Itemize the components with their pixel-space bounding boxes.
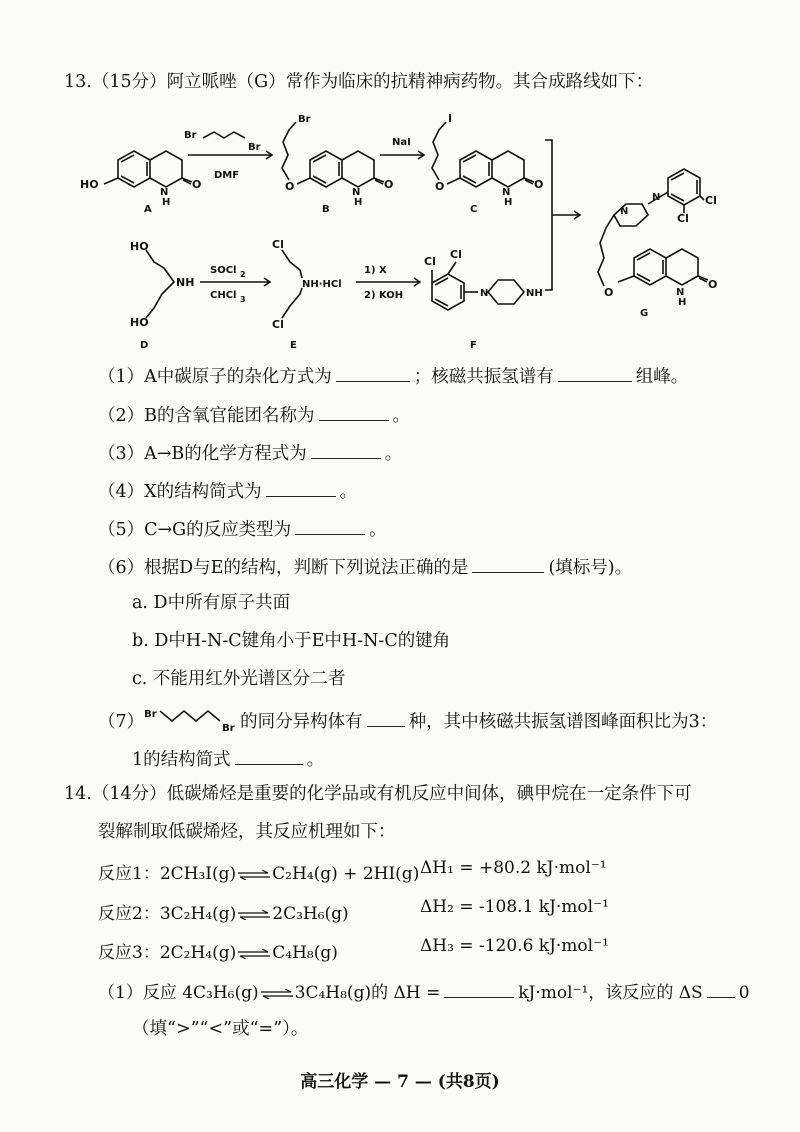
q14-item-1-cont: （填“>”“<”或“=”）。 xyxy=(132,1019,309,1039)
atom-label: N xyxy=(652,192,661,203)
q13-item-5 xyxy=(98,515,387,542)
q13-item-4 xyxy=(98,477,357,504)
question-text: 0 xyxy=(738,983,750,1003)
atom-label: Br xyxy=(222,723,235,734)
reactants: 2C₂H₄(g) xyxy=(159,943,237,963)
option-b: b. D中H-N-C键角小于E中H-N-C的键角 xyxy=(132,631,451,651)
arrow-reagent: CHCl xyxy=(210,290,237,301)
reaction-label: 反应2： xyxy=(98,904,160,924)
question-text: 。 xyxy=(306,750,325,770)
question-text: 组峰。 xyxy=(635,367,689,387)
question-text: 1的结构简式 xyxy=(132,750,231,770)
atom-label: Cl xyxy=(677,212,689,225)
atom-label: HO xyxy=(130,240,149,253)
atom-label: O xyxy=(384,178,394,191)
arrow-reagent: 1) X xyxy=(364,265,387,276)
question-text: （4）X的结构简式为 xyxy=(98,482,262,502)
answer-blank[interactable] xyxy=(707,978,735,998)
compound-label-e: E xyxy=(290,340,297,351)
compound-b-structure xyxy=(282,122,384,187)
compound-e-structure xyxy=(282,250,302,318)
answer-blank[interactable] xyxy=(319,401,389,421)
question-text: （5）C→G的反应类型为 xyxy=(98,520,292,540)
atom-label: Cl xyxy=(272,318,284,331)
q13-item-3 xyxy=(98,439,402,466)
answer-blank[interactable] xyxy=(444,978,514,998)
q14-item-1 xyxy=(98,978,750,1003)
atom-label: O xyxy=(285,180,295,193)
atom-label: HO xyxy=(130,316,149,329)
question-text: ；核磁共振氢谱有 xyxy=(413,367,554,387)
atom-label: N xyxy=(620,206,629,217)
reaction-label: 反应3： xyxy=(98,943,160,963)
page-footer: 高三化学 — 7 — (共8页) xyxy=(300,1072,500,1092)
q13-item-2 xyxy=(98,401,410,428)
arrow-reagent: SOCl xyxy=(210,265,237,276)
q13-item-7-cont xyxy=(132,745,324,772)
atom-label: NH xyxy=(176,276,195,289)
question-text: kJ·mol⁻¹，该反应的 ΔS xyxy=(518,983,703,1003)
atom-label: H xyxy=(162,197,171,208)
atom-label: N xyxy=(480,288,489,299)
atom-label: O xyxy=(192,178,202,191)
q14-header-line1: 14.（14分）低碳烯烃是重要的化学品或有机反应中间体，碘甲烷在一定条件下可 xyxy=(64,784,692,804)
q13-item-1 xyxy=(98,362,688,389)
arrow-reagent-sub: 3 xyxy=(240,295,246,304)
question-text: 的同分异构体有 xyxy=(240,712,363,732)
arrow-reagent: DMF xyxy=(214,170,240,181)
compound-f-structure xyxy=(432,262,524,310)
compound-g-structure xyxy=(598,169,708,286)
products: 2C₃H₆(g) xyxy=(272,904,349,924)
compound-c-structure xyxy=(432,122,534,187)
question-text: 。 xyxy=(369,520,387,540)
reaction-2-enthalpy: ΔH₂ = -108.1 kJ·mol⁻¹ xyxy=(420,897,609,917)
synthesis-scheme xyxy=(0,100,800,440)
answer-blank[interactable] xyxy=(367,707,405,727)
option-a: a. D中所有原子共面 xyxy=(132,593,291,613)
answer-blank[interactable] xyxy=(235,745,303,765)
question-text: （6）根据D与E的结构，判断下列说法正确的是 xyxy=(98,558,469,578)
atom-label: N xyxy=(160,187,169,198)
reactants: 3C₂H₄(g) xyxy=(159,904,237,924)
products: C₂H₄(g) + 2HI(g) xyxy=(272,864,420,884)
atom-label: Br xyxy=(184,130,197,141)
arrow-reagent: NaI xyxy=(392,137,411,148)
equilibrium-arrow-icon xyxy=(259,989,295,999)
arrow-reagent-sub: 2 xyxy=(240,270,246,279)
atom-label: Cl xyxy=(424,255,436,268)
answer-blank[interactable] xyxy=(311,439,381,459)
question-text: （7） xyxy=(98,712,145,732)
products: C₄H₈(g) xyxy=(272,943,338,963)
atom-label: Cl xyxy=(272,238,284,251)
atom-label: H xyxy=(504,197,513,208)
atom-label: O xyxy=(534,178,544,191)
atom-label: O xyxy=(435,180,445,193)
reaction-1 xyxy=(98,859,419,884)
question-text: （3）A→B的化学方程式为 xyxy=(98,444,307,464)
answer-blank[interactable] xyxy=(558,362,632,382)
q14-header-line2: 裂解制取低碳烯烃，其反应机理如下： xyxy=(98,822,396,842)
reaction-2 xyxy=(98,899,349,924)
q13-header: 13.（15分）阿立哌唑（G）常作为临床的抗精神病药物。其合成路线如下： xyxy=(64,72,654,92)
compound-label-a: A xyxy=(144,204,152,215)
compound-label-f: F xyxy=(470,340,477,351)
compound-label-g: G xyxy=(640,308,649,319)
answer-blank[interactable] xyxy=(472,553,544,573)
reactants: 2CH₃I(g) xyxy=(159,864,237,884)
compound-label-d: D xyxy=(140,340,149,351)
compound-d-structure xyxy=(146,250,174,318)
atom-label: HO xyxy=(80,178,99,191)
question-text: 种，其中核磁共振氢谱图峰面积比为3： xyxy=(408,712,718,732)
question-text: 。 xyxy=(384,444,403,464)
equilibrium-arrow-icon xyxy=(236,949,272,959)
compound-label-c: C xyxy=(470,204,478,215)
atom-label: Br xyxy=(248,142,261,153)
answer-blank[interactable] xyxy=(336,362,410,382)
atom-label: H xyxy=(354,197,363,208)
reaction-3-enthalpy: ΔH₃ = -120.6 kJ·mol⁻¹ xyxy=(420,936,609,956)
atom-label: Br xyxy=(298,114,311,125)
q13-item-7 xyxy=(98,707,717,734)
atom-label: H xyxy=(678,297,687,308)
q13-item-6 xyxy=(98,553,632,580)
atom-label: Br xyxy=(144,709,157,720)
reaction-label: 反应1： xyxy=(98,864,160,884)
atom-label: N xyxy=(352,187,361,198)
arrow-reagent: 2) KOH xyxy=(364,290,404,301)
atom-label: O xyxy=(604,286,614,299)
question-text: （2）B的含氧官能团名称为 xyxy=(98,406,315,426)
equilibrium-arrow-icon xyxy=(236,910,272,920)
question-text: 3C₄H₈(g)的 ΔH = xyxy=(294,983,441,1003)
atom-label: NH·HCl xyxy=(302,279,342,290)
question-text: (填标号)。 xyxy=(548,558,633,578)
reaction-3 xyxy=(98,938,338,963)
reaction-1-enthalpy: ΔH₁ = +80.2 kJ·mol⁻¹ xyxy=(420,858,607,878)
atom-label: N xyxy=(676,287,685,298)
answer-blank[interactable] xyxy=(266,477,336,497)
option-c: c. 不能用红外光谱区分二者 xyxy=(132,669,346,689)
equilibrium-arrow-icon xyxy=(236,870,272,880)
atom-label: Cl xyxy=(450,248,462,261)
question-text: 。 xyxy=(392,406,410,426)
atom-label: Cl xyxy=(705,194,717,207)
compound-a-structure xyxy=(104,151,192,187)
question-text: （1）反应 4C₃H₆(g) xyxy=(98,983,259,1003)
question-text: （1）A中碳原子的杂化方式为 xyxy=(98,367,332,387)
atom-label: NH xyxy=(526,288,543,299)
atom-label: N xyxy=(502,187,511,198)
question-text: 。 xyxy=(339,482,358,502)
compound-label-b: B xyxy=(322,204,330,215)
atom-label: I xyxy=(448,112,453,125)
dibromobutane-structure xyxy=(144,709,240,734)
atom-label: O xyxy=(708,278,718,291)
answer-blank[interactable] xyxy=(295,515,365,535)
